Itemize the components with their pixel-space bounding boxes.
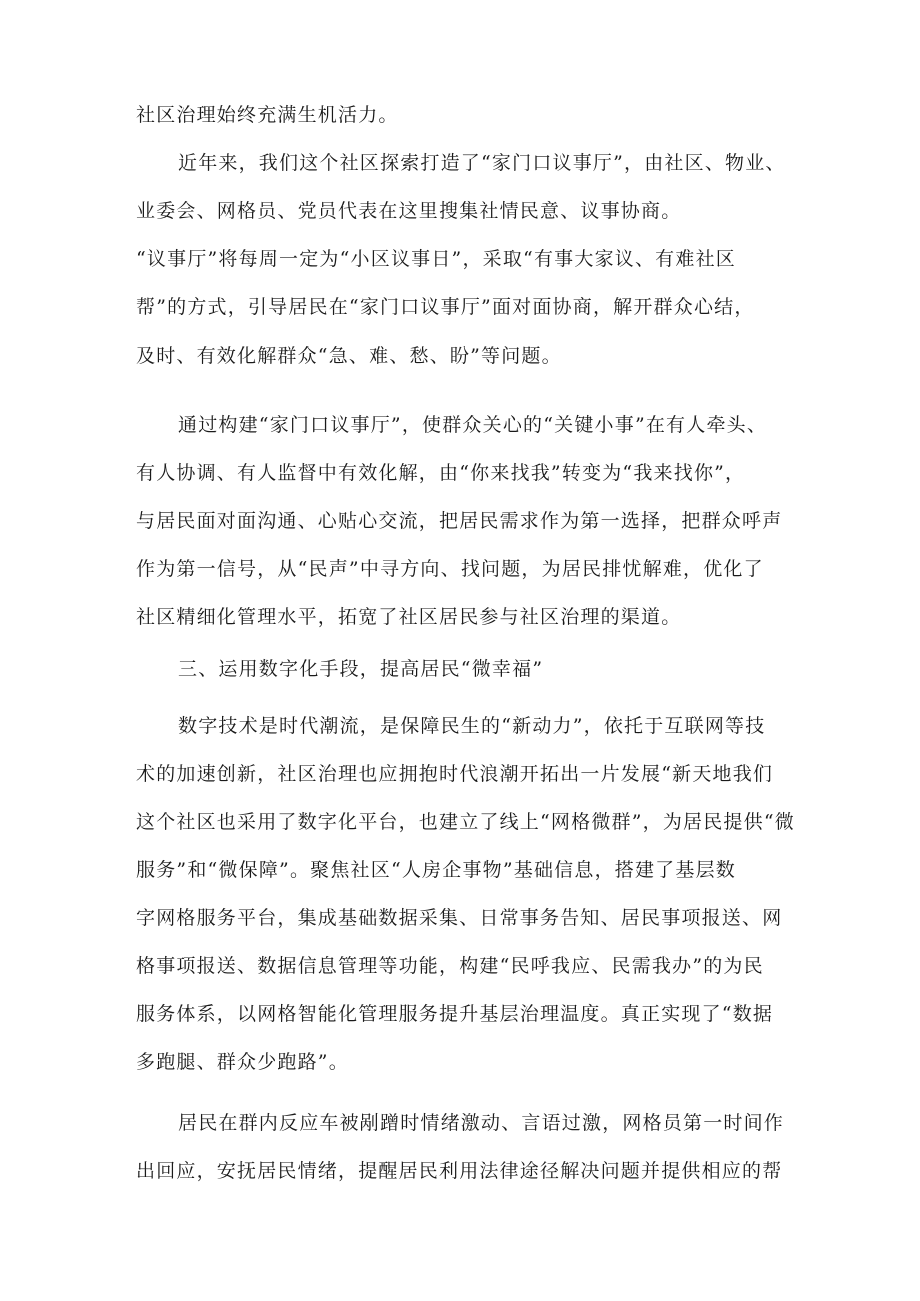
text-line: 业委会、网格员、党员代表在这里搜集社情民意、议事协商。 bbox=[136, 200, 682, 222]
text-line: 及时、有效化解群众“急、难、愁、盼”等问题。 bbox=[136, 345, 562, 367]
text-line: 出回应，安抚居民情绪，提醒居民利用法律途径解决问题并提供相应的帮 bbox=[136, 1160, 783, 1182]
section-heading: 三、运用数字化手段，提高居民“微幸福” bbox=[178, 658, 544, 680]
text-line: 服务”和“微保障”。聚焦社区“人房企事物”基础信息，搭建了基层数 bbox=[136, 859, 736, 881]
text-line: 数字技术是时代潮流，是保障民生的“新动力”，依托于互联网等技 bbox=[178, 715, 766, 737]
text-line: 社区精细化管理水平，拓宽了社区居民参与社区治理的渠道。 bbox=[136, 606, 682, 628]
text-line: 社区治理始终充满生机活力。 bbox=[136, 104, 399, 126]
text-line: 与居民面对面沟通、心贴心交流，把居民需求作为第一选择，把群众呼声 bbox=[136, 510, 783, 532]
text-line: 这个社区也采用了数字化平台，也建立了线上“网格微群”，为居民提供“微 bbox=[136, 811, 795, 833]
text-line: 近年来，我们这个社区探索打造了“家门口议事厅”，由社区、物业、 bbox=[178, 152, 786, 174]
text-line: 有人协调、有人监督中有效化解，由“你来找我”转变为“我来找你”， bbox=[136, 462, 746, 484]
text-line: 格事项报送、数据信息管理等功能，构建“民呼我应、民需我办”的为民 bbox=[136, 955, 764, 977]
text-line: 术的加速创新，社区治理也应拥抱时代浪潮开拓出一片发展“新天地我们 bbox=[136, 763, 774, 785]
text-line: 居民在群内反应车被剐蹭时情绪激动、言语过激，网格员第一时间作 bbox=[178, 1112, 785, 1134]
text-line: 服务体系，以网格智能化管理服务提升基层治理温度。真正实现了“数据 bbox=[136, 1003, 774, 1025]
text-line: “议事厅”将每周一定为“小区议事日”，采取“有事大家议、有难社区 bbox=[136, 248, 736, 270]
text-line: 作为第一信号，从“民声”中寻方向、找问题，为居民排忧解难，优化了 bbox=[136, 558, 764, 580]
text-line: 多跑腿、群众少跑路”。 bbox=[136, 1051, 349, 1073]
text-line: 字网格服务平台，集成基础数据采集、日常事务告知、居民事项报送、网 bbox=[136, 907, 783, 929]
text-line: 通过构建“家门口议事厅”，使群众关心的“关键小事”在有人牵头、 bbox=[178, 414, 768, 436]
text-line: 帮”的方式，引导居民在“家门口议事厅”面对面协商，解开群众心结， bbox=[136, 296, 755, 318]
